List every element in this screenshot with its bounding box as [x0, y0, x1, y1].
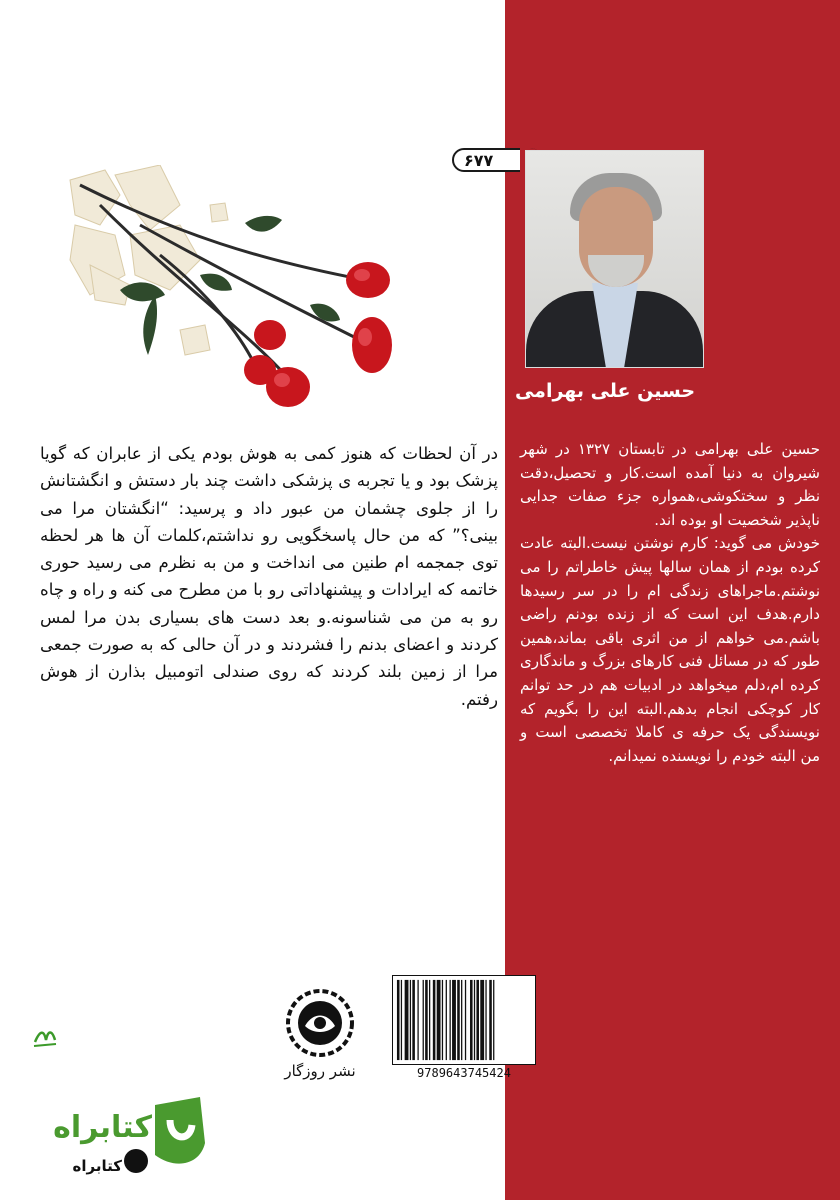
barcode-bar	[429, 980, 430, 1060]
author-bio-paragraph-1: حسین علی بهرامی در تابستان ۱۳۲۷ در شهر شیروان به دنیا آمده است.کار و تحصیل،دقت نظر و سختکوشی،همواره جزء صفات جدایی ناپذیر شخصیت او بوده اند.	[520, 440, 821, 529]
barcode-bar	[485, 980, 486, 1060]
ketabrah-logo-icon	[40, 1095, 210, 1185]
barcode-bar	[474, 980, 475, 1060]
barcode-bar	[412, 980, 415, 1060]
book-excerpt: در آن لحظات که هنوز کمی به هوش بودم یکی از عابران که گویا پزشک بود و یا تجربه ی پزشکی داشت چند بار دستش و انگشتانش را از جلوی چشمان من عبور داد و پرسید: “انگشتان مرا می بینی؟” که من حال پاسخگویی رو نداشتم،کلمات آن ها هر لحظه توی جمجمه ام طنین می انداخت و من به نظرم می رسید حوری خاتمه که ایرادات و پیشنهاداتی رو با من مطرح می کنه و راه و چاه رو به من می شناسونه.و بعد دست های بسیاری بدن مرا لمس کردند و اعضای بدنم را فشردند و در آن حالی که به صورت جمعی مرا از زمین بلند کردند که روی صندلی اتومبیل بذارن از هوش رفتم.	[40, 444, 498, 709]
barcode-bar	[461, 980, 462, 1060]
ketabrah-small-text: کتابراه	[72, 1157, 122, 1175]
signature-mark-icon	[30, 1022, 60, 1050]
author-name: حسین علی بهرامی	[514, 380, 696, 402]
publisher-name: نشر روزگار	[284, 1062, 356, 1080]
publisher-seal-icon	[285, 988, 355, 1058]
barcode-bar	[425, 980, 428, 1060]
author-bio-paragraph-2: خودش می گوید: کارم نوشتن نیست.البته عادت کرده بودم از همان سالها پیش خاطراتم را می نوشتم.ماجراهای زندگی ام را در سر رسیدها دارم.هدف این است که از زنده بودنم راضی باشم.می خواهم از من اثری باقی بماند،همین طور که در مسائل فنی کارهای بزرگ و ماندگاری کرده ام،دلم میخواهد در ادبیات هم در حد توانم کار کوچکی انجام بدهم.البته این را بگویم که نویسندگی یک حرفه ی کاملا تخصصی است و من البته خودم را نویسنده نمیدانم.	[520, 534, 820, 765]
barcode-bar	[457, 980, 460, 1060]
isbn-barcode	[392, 975, 536, 1065]
barcode-bar	[480, 980, 484, 1060]
barcode-bar	[489, 980, 492, 1060]
barcode-bar	[401, 980, 402, 1060]
barcode-bar	[405, 980, 409, 1060]
barcode-bar	[423, 980, 424, 1060]
author-photo	[525, 150, 704, 368]
barcode-bar	[452, 980, 456, 1060]
author-bio	[520, 438, 820, 768]
barcode-bar	[476, 980, 479, 1060]
barcode-bar	[446, 980, 447, 1060]
barcode-bar	[493, 980, 494, 1060]
barcode-bar	[450, 980, 451, 1060]
barcode-bar	[442, 980, 443, 1060]
photo-beard	[588, 255, 644, 287]
barcode-bar	[465, 980, 466, 1060]
barcode-bar	[397, 980, 400, 1060]
barcode-bar	[417, 980, 418, 1060]
series-number: ۶۷۷	[464, 150, 494, 170]
isbn-number: 9789643745424	[417, 1066, 511, 1080]
ketabrah-logo-text: کتابراه	[53, 1110, 152, 1145]
barcode-bar	[433, 980, 436, 1060]
barcode-bar	[410, 980, 411, 1060]
barcode-bar	[470, 980, 473, 1060]
barcode-bar	[437, 980, 441, 1060]
roses-illustration	[60, 165, 410, 425]
